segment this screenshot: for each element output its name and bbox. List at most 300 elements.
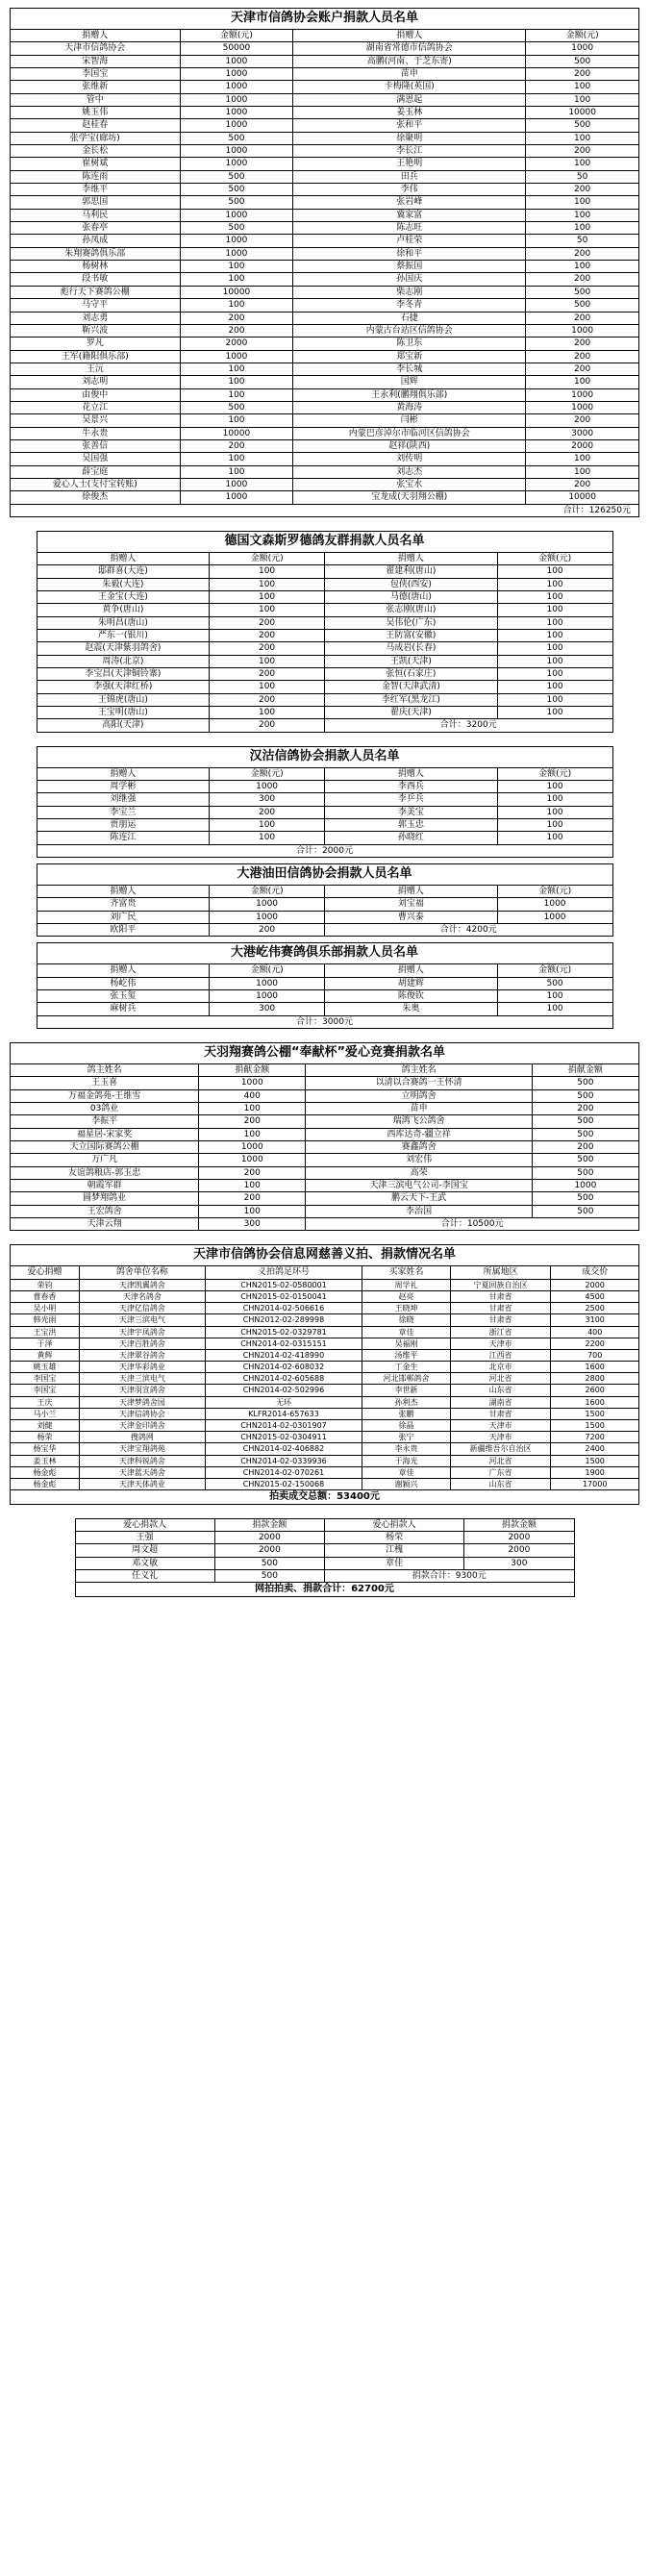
cell-amount: 500 bbox=[180, 401, 293, 413]
cell-donor: 卢桂荣 bbox=[293, 235, 526, 247]
cell-owner: 李振平 bbox=[11, 1115, 199, 1128]
table-header-row bbox=[37, 886, 612, 898]
table-row bbox=[37, 719, 612, 732]
cell-amount: 1000 bbox=[199, 1141, 306, 1154]
cell-amount: 200 bbox=[210, 616, 325, 629]
cell-ring: CHN2012-02-289998 bbox=[205, 1314, 362, 1326]
cell-amount: 200 bbox=[526, 363, 639, 375]
cell-donor: 李长江 bbox=[293, 145, 526, 158]
section-title-row bbox=[11, 1043, 639, 1064]
cell-buyer: 徐晶 bbox=[362, 1420, 451, 1432]
table-row bbox=[11, 184, 639, 196]
cell-amount: 200 bbox=[526, 312, 639, 324]
cell-amount: 500 bbox=[532, 1166, 638, 1179]
cell-amount: 500 bbox=[214, 1570, 324, 1583]
cell-donor: 杨屹伟 bbox=[37, 977, 210, 989]
table-row bbox=[11, 324, 639, 337]
cell-amount: 50 bbox=[526, 235, 639, 247]
total-label: 合计：126250元 bbox=[11, 504, 639, 516]
cell-amount: 100 bbox=[497, 781, 612, 793]
table-row bbox=[11, 55, 639, 67]
cell-amount: 200 bbox=[526, 67, 639, 80]
table-row bbox=[11, 273, 639, 286]
cell-amount: 100 bbox=[180, 363, 293, 375]
cell-amount: 500 bbox=[180, 196, 293, 209]
col-ring-number: 义拍鸽足环号 bbox=[205, 1266, 362, 1279]
cell-donor: 苗申 bbox=[293, 67, 526, 80]
section-gap bbox=[10, 1505, 639, 1518]
col-amount-2: 金额(元) bbox=[526, 29, 639, 41]
cell-amount: 200 bbox=[526, 184, 639, 196]
table-row bbox=[11, 1432, 639, 1443]
section-title: 大港油田信鸽协会捐款人员名单 bbox=[37, 864, 612, 886]
cell-amount: 100 bbox=[497, 655, 612, 667]
cell-amount: 100 bbox=[180, 388, 293, 401]
table-row bbox=[11, 81, 639, 93]
cell-owner: 鹏云天下-王武 bbox=[306, 1192, 532, 1205]
cell-owner: 天津云翔 bbox=[11, 1218, 199, 1231]
cell-amount: 100 bbox=[497, 604, 612, 616]
cell-amount: 500 bbox=[497, 977, 612, 989]
cell-donor: 赵桂春 bbox=[11, 119, 181, 132]
cell-amount: 100 bbox=[210, 819, 325, 832]
cell-donor: 内蒙古台站区信鸽协会 bbox=[293, 324, 526, 337]
cell-donor: 李伟 bbox=[293, 184, 526, 196]
section-title: 汉沽信鸽协会捐款人员名单 bbox=[37, 746, 612, 767]
table-row bbox=[37, 655, 612, 667]
cell-buyer: 张宁 bbox=[362, 1432, 451, 1443]
cell-donor: 麻树兵 bbox=[37, 1003, 210, 1015]
col-amount-2: 金额(元) bbox=[497, 886, 612, 898]
cell-amount: 200 bbox=[180, 312, 293, 324]
cell-amount: 100 bbox=[497, 681, 612, 693]
cell-donor: 黄辉 bbox=[11, 1349, 80, 1361]
table-row bbox=[11, 1408, 639, 1419]
table-tianjin-donations bbox=[10, 8, 639, 517]
cell-donor: 李乒兵 bbox=[324, 793, 497, 806]
cell-amount: 1000 bbox=[210, 990, 325, 1003]
cell-loft: 天津宇凤鸽舍 bbox=[79, 1326, 205, 1338]
cell-buyer: 张鹏 bbox=[362, 1408, 451, 1419]
cell-loft: 天津三滨电气 bbox=[79, 1373, 205, 1385]
cell-amount: 200 bbox=[532, 1141, 638, 1154]
cell-donor: 崔树斌 bbox=[11, 158, 181, 170]
cell-donor: 郭思国 bbox=[11, 196, 181, 209]
table-row bbox=[11, 1396, 639, 1408]
section-title: 天津市信鸽协会信息网慈善义拍、捐款情况名单 bbox=[11, 1245, 639, 1266]
cell-price: 1500 bbox=[551, 1408, 639, 1419]
cell-donor: 贾朋运 bbox=[37, 819, 210, 832]
cell-donor: 吴景兴 bbox=[11, 414, 181, 427]
cell-owner: 03鸽业 bbox=[11, 1103, 199, 1115]
cell-amount: 100 bbox=[497, 707, 612, 719]
table-row bbox=[11, 42, 639, 55]
cell-buyer: 章佳 bbox=[362, 1326, 451, 1338]
cell-price: 3100 bbox=[551, 1314, 639, 1326]
col-amount-1: 金额(元) bbox=[210, 552, 325, 564]
cell-amount: 10000 bbox=[180, 427, 293, 439]
cell-amount: 200 bbox=[210, 806, 325, 818]
table-row bbox=[11, 132, 639, 144]
cell-buyer: 谢颖兴 bbox=[362, 1478, 451, 1489]
cell-region: 天津市 bbox=[450, 1432, 551, 1443]
cell-donor: 国辉 bbox=[293, 376, 526, 388]
table-row bbox=[75, 1570, 574, 1583]
cell-donor: 包侠(西安) bbox=[324, 578, 497, 590]
cell-region: 甘肃省 bbox=[450, 1314, 551, 1326]
cell-amount: 1000 bbox=[180, 158, 293, 170]
table-row bbox=[37, 642, 612, 655]
cell-donor: 翟庆(天津) bbox=[324, 707, 497, 719]
table-row bbox=[11, 1420, 639, 1432]
cell-donor: 赵震(天津紫羽鸽舍) bbox=[37, 642, 210, 655]
table-row bbox=[37, 911, 612, 923]
table-final-donations bbox=[75, 1518, 575, 1597]
cell-donor: 姚玉伟 bbox=[11, 107, 181, 119]
cell-donor: 刘广民 bbox=[37, 911, 210, 923]
col-amount-1: 捐款金额 bbox=[214, 1518, 324, 1531]
cell-owner: 朝霞军群 bbox=[11, 1180, 199, 1192]
cell-donor: 孙国庆 bbox=[293, 273, 526, 286]
cell-loft: 天津科锐鸽舍 bbox=[79, 1455, 205, 1466]
cell-donor: 陈连江 bbox=[37, 832, 210, 844]
cell-buyer: 章佳 bbox=[362, 1466, 451, 1478]
total-label: 合计：10500元 bbox=[306, 1218, 639, 1231]
cell-amount: 100 bbox=[526, 93, 639, 106]
table-header-row bbox=[37, 767, 612, 780]
cell-amount: 100 bbox=[210, 565, 325, 578]
cell-amount: 100 bbox=[497, 990, 612, 1003]
cell-amount: 200 bbox=[210, 693, 325, 706]
cell-amount: 100 bbox=[199, 1180, 306, 1192]
cell-loft: 天津信鸽协会 bbox=[79, 1408, 205, 1419]
cell-amount: 100 bbox=[497, 793, 612, 806]
cell-owner: 圆梦翔鸽业 bbox=[11, 1192, 199, 1205]
cell-donor: 朱奥 bbox=[324, 1003, 497, 1015]
table-row bbox=[37, 693, 612, 706]
table-row bbox=[11, 338, 639, 350]
cell-donor: 陈俊钦 bbox=[324, 990, 497, 1003]
cell-region: 甘肃省 bbox=[450, 1290, 551, 1302]
section-title: 天津市信鸽协会账户捐款人员名单 bbox=[11, 9, 639, 30]
cell-donor: 陈卫东 bbox=[293, 338, 526, 350]
cell-donor: 王锦虎(唐山) bbox=[37, 693, 210, 706]
cell-amount: 200 bbox=[199, 1192, 306, 1205]
cell-amount: 100 bbox=[210, 655, 325, 667]
cell-amount: 500 bbox=[532, 1115, 638, 1128]
cell-donor: 刘志勇 bbox=[11, 312, 181, 324]
table-row bbox=[37, 898, 612, 911]
cell-donor: 张维新 bbox=[11, 81, 181, 93]
table-row bbox=[37, 630, 612, 642]
col-donor-2: 捐赠人 bbox=[324, 886, 497, 898]
cell-donor: 宋智海 bbox=[11, 55, 181, 67]
cell-amount: 100 bbox=[497, 819, 612, 832]
table-row bbox=[37, 924, 612, 937]
cell-amount: 1000 bbox=[180, 55, 293, 67]
cell-amount: 200 bbox=[210, 719, 325, 732]
table-row bbox=[37, 604, 612, 616]
table-row bbox=[11, 1314, 639, 1326]
cell-owner: 王玉喜 bbox=[11, 1077, 199, 1089]
col-donor-2: 捐赠人 bbox=[324, 767, 497, 780]
cell-amount: 1000 bbox=[180, 478, 293, 490]
col-donor-1: 捐赠人 bbox=[37, 767, 210, 780]
cell-donor: 马守平 bbox=[11, 299, 181, 312]
cell-donor: 李红军(黑龙江) bbox=[324, 693, 497, 706]
cell-donor: 张岩峰 bbox=[293, 196, 526, 209]
cell-region: 山东省 bbox=[450, 1385, 551, 1396]
cell-amount: 500 bbox=[526, 286, 639, 298]
cell-amount: 300 bbox=[210, 793, 325, 806]
cell-amount: 200 bbox=[526, 247, 639, 260]
cell-ring: CHN2014-02-502996 bbox=[205, 1385, 362, 1396]
cell-subtotal: 捐款合计：9300元 bbox=[324, 1570, 574, 1583]
cell-buyer: 赵亮 bbox=[362, 1290, 451, 1302]
cell-donor: 柴志刚 bbox=[293, 286, 526, 298]
cell-amount: 500 bbox=[532, 1192, 638, 1205]
auction-total-label: 拍卖成交总额：53400元 bbox=[11, 1490, 639, 1505]
cell-donor: 金长松 bbox=[11, 145, 181, 158]
cell-amount: 500 bbox=[532, 1205, 638, 1217]
cell-donor: 刘宝福 bbox=[324, 898, 497, 911]
cell-donor: 段书敏 bbox=[11, 273, 181, 286]
section-gap bbox=[10, 733, 639, 746]
cell-price: 400 bbox=[551, 1326, 639, 1338]
table-dagang-yiwei-donations bbox=[37, 942, 613, 1029]
col-amount-2: 金额(元) bbox=[497, 552, 612, 564]
table-header-row bbox=[11, 29, 639, 41]
cell-owner: 赛鑫鸽舍 bbox=[306, 1141, 532, 1154]
cell-amount: 3000 bbox=[526, 427, 639, 439]
cell-ring: CHN2015-02-0580001 bbox=[205, 1279, 362, 1290]
table-row bbox=[11, 247, 639, 260]
cell-amount: 300 bbox=[464, 1557, 574, 1569]
cell-loft: 天津名鸽舍 bbox=[79, 1290, 205, 1302]
cell-loft: 天津天体鸽业 bbox=[79, 1478, 205, 1489]
cell-buyer: 周学礼 bbox=[362, 1279, 451, 1290]
cell-donor: 杨树林 bbox=[11, 261, 181, 273]
table-row bbox=[37, 707, 612, 719]
cell-price: 2400 bbox=[551, 1443, 639, 1455]
table-row bbox=[11, 363, 639, 375]
cell-buyer: 徐晓 bbox=[362, 1314, 451, 1326]
col-amount-1: 捐献金额 bbox=[199, 1064, 306, 1077]
table-dagang-youtian-donations bbox=[37, 863, 613, 937]
cell-donor: 邓文敏 bbox=[75, 1557, 214, 1569]
cell-donor: 李宝昌(天津铜铃寨) bbox=[37, 668, 210, 681]
cell-amount: 200 bbox=[210, 642, 325, 655]
cell-donor: 李国宝 bbox=[11, 1385, 80, 1396]
section-title: 天羽翔赛鸽公棚“奉献杯”爱心竞赛捐款名单 bbox=[11, 1043, 639, 1064]
cell-ring: CHN2015-02-0150041 bbox=[205, 1290, 362, 1302]
cell-region: 甘肃省 bbox=[450, 1408, 551, 1419]
cell-amount: 2000 bbox=[464, 1531, 574, 1543]
cell-donor: 孙凤成 bbox=[11, 235, 181, 247]
col-donor-2: 捐赠人 bbox=[324, 964, 497, 977]
cell-donor: 爱心人士(支付宝转账) bbox=[11, 478, 181, 490]
cell-amount: 1000 bbox=[180, 93, 293, 106]
cell-ring: CHN2014-02-0339936 bbox=[205, 1455, 362, 1466]
table-row bbox=[11, 1128, 639, 1140]
table-row bbox=[11, 491, 639, 504]
col-buyer: 买家姓名 bbox=[362, 1266, 451, 1279]
cell-donor: 张善信 bbox=[11, 439, 181, 452]
section-gap bbox=[10, 1029, 639, 1042]
cell-donor: 刘志明 bbox=[11, 376, 181, 388]
cell-donor: 朱毅(大连) bbox=[37, 578, 210, 590]
table-row bbox=[11, 158, 639, 170]
cell-amount: 500 bbox=[526, 55, 639, 67]
cell-amount: 1000 bbox=[180, 491, 293, 504]
cell-amount: 500 bbox=[180, 222, 293, 235]
cell-donor: 江槐 bbox=[324, 1544, 463, 1557]
cell-donor: 湖南省常德市信鸽协会 bbox=[293, 42, 526, 55]
cell-owner: 万福金鸽苑-王维雪 bbox=[11, 1089, 199, 1102]
cell-donor: 由俊中 bbox=[11, 388, 181, 401]
cell-price: 1500 bbox=[551, 1455, 639, 1466]
total-row bbox=[75, 1583, 574, 1597]
cell-donor: 曹春香 bbox=[11, 1290, 80, 1302]
cell-donor: 罗凡 bbox=[11, 338, 181, 350]
cell-loft: 天津凯翼鸽舍 bbox=[79, 1279, 205, 1290]
cell-price: 17000 bbox=[551, 1478, 639, 1489]
cell-region: 浙江省 bbox=[450, 1326, 551, 1338]
cell-ring: CHN2014-02-418990 bbox=[205, 1349, 362, 1361]
cell-donor: 王防富(安徽) bbox=[324, 630, 497, 642]
cell-amount: 500 bbox=[532, 1128, 638, 1140]
cell-owner: 西库达奇-疆立祥 bbox=[306, 1128, 532, 1140]
cell-donor: 靳兴波 bbox=[11, 324, 181, 337]
cell-donor: 马小兰 bbox=[11, 1408, 80, 1419]
cell-donor: 蔡振国 bbox=[293, 261, 526, 273]
cell-price: 1900 bbox=[551, 1466, 639, 1478]
cell-amount: 2000 bbox=[214, 1531, 324, 1543]
cell-donor: 刘志杰 bbox=[293, 465, 526, 478]
cell-amount: 100 bbox=[526, 261, 639, 273]
cell-buyer: 李永贵 bbox=[362, 1443, 451, 1455]
cell-donor: 李长城 bbox=[293, 363, 526, 375]
cell-amount: 100 bbox=[199, 1128, 306, 1140]
cell-owner: 刘宏伟 bbox=[306, 1154, 532, 1166]
table-row bbox=[37, 565, 612, 578]
cell-donor: 王强 bbox=[75, 1531, 214, 1543]
cell-amount: 2000 bbox=[214, 1544, 324, 1557]
table-header-row bbox=[37, 552, 612, 564]
cell-price: 2500 bbox=[551, 1303, 639, 1314]
table-row bbox=[11, 145, 639, 158]
cell-amount: 300 bbox=[210, 1003, 325, 1015]
cell-amount: 1000 bbox=[497, 898, 612, 911]
cell-donor: 赵祥(陕西) bbox=[293, 439, 526, 452]
cell-donor: 姜玉林 bbox=[11, 1455, 80, 1466]
cell-loft: 天津亿信鸽舍 bbox=[79, 1303, 205, 1314]
section-title-row bbox=[37, 746, 612, 767]
cell-loft: 天津宝翔鸽苑 bbox=[79, 1443, 205, 1455]
cell-amount: 1000 bbox=[210, 898, 325, 911]
col-amount-2: 捐献金额 bbox=[532, 1064, 638, 1077]
col-owner-2: 鸽主姓名 bbox=[306, 1064, 532, 1077]
cell-donor: 宝龙成(天羽翔公棚) bbox=[293, 491, 526, 504]
cell-donor: 王金宝(大连) bbox=[37, 590, 210, 603]
cell-donor: 杨荣 bbox=[11, 1432, 80, 1443]
cell-donor: 王宝洪 bbox=[11, 1326, 80, 1338]
cell-amount: 100 bbox=[526, 222, 639, 235]
section-gap bbox=[10, 517, 639, 531]
table-row bbox=[11, 196, 639, 209]
total-row bbox=[11, 504, 639, 516]
cell-amount: 100 bbox=[497, 616, 612, 629]
cell-donor: 李维平 bbox=[11, 184, 181, 196]
table-row bbox=[11, 376, 639, 388]
cell-donor: 闫彬 bbox=[293, 414, 526, 427]
cell-donor: 胡建辉 bbox=[324, 977, 497, 989]
table-row bbox=[11, 1362, 639, 1373]
cell-donor: 花立江 bbox=[11, 401, 181, 413]
cell-amount: 100 bbox=[526, 158, 639, 170]
cell-donor: 张玉玺 bbox=[37, 990, 210, 1003]
cell-amount: 100 bbox=[497, 668, 612, 681]
cell-loft: 天津金印鸽舍 bbox=[79, 1420, 205, 1432]
cell-loft: 天津蓝天鸽舍 bbox=[79, 1466, 205, 1478]
cell-amount: 100 bbox=[497, 565, 612, 578]
cell-amount: 500 bbox=[532, 1154, 638, 1166]
table-row bbox=[11, 1154, 639, 1166]
cell-region: 甘肃省 bbox=[450, 1303, 551, 1314]
cell-amount: 1000 bbox=[180, 107, 293, 119]
col-amount-2: 金额(元) bbox=[497, 767, 612, 780]
cell-owner: 高荣 bbox=[306, 1166, 532, 1179]
cell-donor: 张宝水 bbox=[293, 478, 526, 490]
cell-donor: 刘继强 bbox=[37, 793, 210, 806]
col-amount-2: 捐款金额 bbox=[464, 1518, 574, 1531]
table-row bbox=[11, 453, 639, 465]
cell-donor: 满恩起 bbox=[293, 93, 526, 106]
cell-donor: 王艳明 bbox=[293, 158, 526, 170]
cell-amount: 100 bbox=[180, 299, 293, 312]
cell-amount: 100 bbox=[180, 465, 293, 478]
cell-donor: 王沅 bbox=[11, 363, 181, 375]
cell-amount: 1000 bbox=[180, 350, 293, 363]
cell-donor: 徐聚明 bbox=[293, 132, 526, 144]
cell-loft: 搜鸽网 bbox=[79, 1432, 205, 1443]
cell-buyer: 王晓坤 bbox=[362, 1303, 451, 1314]
total-row bbox=[37, 844, 612, 857]
cell-amount: 1000 bbox=[180, 145, 293, 158]
cell-price: 1500 bbox=[551, 1420, 639, 1432]
cell-donor: 朱明昌(唐山) bbox=[37, 616, 210, 629]
cell-amount: 1000 bbox=[497, 911, 612, 923]
cell-region: 湖南省 bbox=[450, 1396, 551, 1408]
cell-donor: 郑宝新 bbox=[293, 350, 526, 363]
table-row bbox=[37, 590, 612, 603]
cell-amount: 200 bbox=[526, 414, 639, 427]
cell-amount: 200 bbox=[526, 338, 639, 350]
cell-donor: 刘健 bbox=[11, 1420, 80, 1432]
table-header-row bbox=[37, 964, 612, 977]
table-row bbox=[11, 312, 639, 324]
cell-amount: 10000 bbox=[180, 286, 293, 298]
cell-donor: 李美宝 bbox=[324, 806, 497, 818]
cell-donor: 张恒(石家庄) bbox=[324, 668, 497, 681]
table-row bbox=[11, 1349, 639, 1361]
col-amount-2: 金额(元) bbox=[497, 964, 612, 977]
cell-donor: 王宝明(唐山) bbox=[37, 707, 210, 719]
cell-amount: 1000 bbox=[210, 977, 325, 989]
cell-amount: 100 bbox=[180, 414, 293, 427]
cell-amount: 1000 bbox=[180, 67, 293, 80]
cell-amount: 500 bbox=[214, 1557, 324, 1569]
